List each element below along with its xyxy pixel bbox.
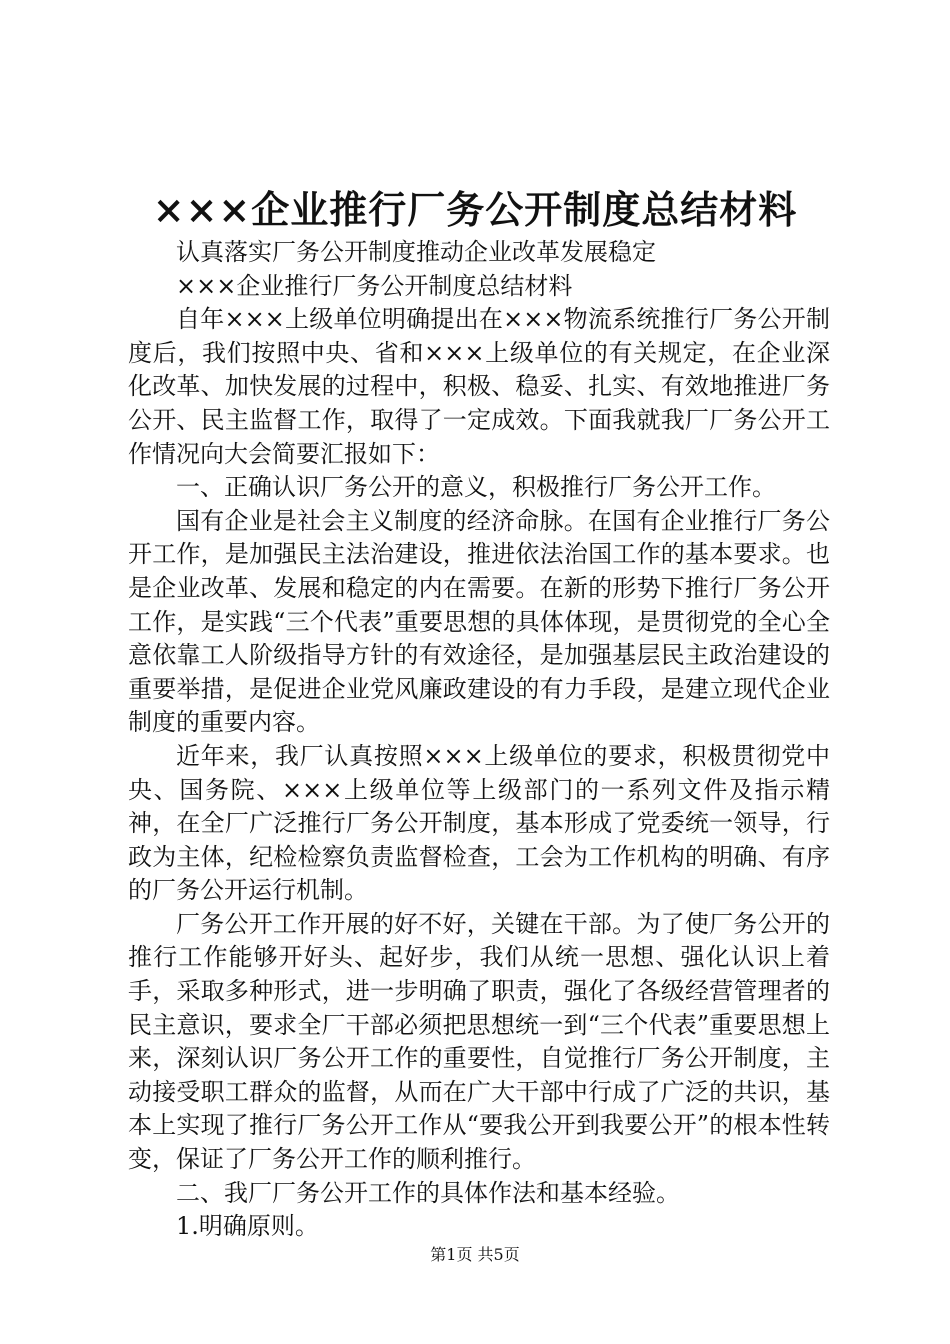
subsection-heading: 1.明确原则。 xyxy=(176,1212,319,1241)
section-heading-1: 一、正确认识厂务公开的意义，积极推行厂务公开工作。 xyxy=(176,473,776,502)
section-heading-2: 二、我厂厂务公开工作的具体作法和基本经验。 xyxy=(176,1178,680,1207)
document-title: ×××企业推行厂务公开制度总结材料 xyxy=(152,187,798,232)
paragraph-intro: 自年×××上级单位明确提出在×××物流系统推行厂务公开制度后，我们按照中央、省和×××上级单位的有关规定，在企业深化改革、加快发展的过程中，积极、稳妥、扎实、有效地推进厂务公开、民主监督工作，取得了一定成效。下面我就我厂厂务公开工作情况向大会简要汇报如下： xyxy=(128,305,830,468)
paragraph-body: 厂务公开工作开展的好不好，关键在干部。为了使厂务公开的推行工作能够开好头、起好步，我们从统一思想、强化认识上着手，采取多种形式，进一步明确了职责，强化了各级经营管理者的民主意识，要求全厂干部必须把思想统一到“三个代表”重要思想上来，深刻认识厂务公开工作的重要性，自觉推行厂务公开制度，主动接受职工群众的监督，从而在广大干部中行成了广泛的共识，基本上实现了推行厂务公开工作从“要我公开到我要公开”的根本性转变，保证了厂务公开工作的顺利推行。 xyxy=(128,909,830,1174)
paragraph-subtitle-2: ×××企业推行厂务公开制度总结材料 xyxy=(176,271,573,300)
paragraph-subtitle: 认真落实厂务公开制度推动企业改革发展稳定 xyxy=(176,238,656,266)
paragraph-body: 国有企业是社会主义制度的经济命脉。在国有企业推行厂务公开工作，是加强民主法治建设，推进依法治国工作的基本要求。也是企业改革、发展和稳定的内在需要。在新的形势下推行厂务公开工作，是实践“三个代表”重要思想的具体体现，是贯彻党的全心全意依靠工人阶级指导方针的有效途径，是加强基层民主政治建设的重要举措，是促进企业党风廉政建设的有力手段，是建立现代企业制度的重要内容。 xyxy=(128,506,830,737)
page-footer: 第1页 共5页 xyxy=(430,1245,520,1264)
document-body xyxy=(128,236,830,1244)
paragraph-body: 近年来，我厂认真按照×××上级单位的要求，积极贯彻党中央、国务院、×××上级单位等上级部门的一系列文件及指示精神，在全厂广泛推行厂务公开制度，基本形成了党委统一领导，行政为主体，纪检检察负责监督检查，工会为工作机构的明确、有序的厂务公开运行机制。 xyxy=(128,741,830,905)
